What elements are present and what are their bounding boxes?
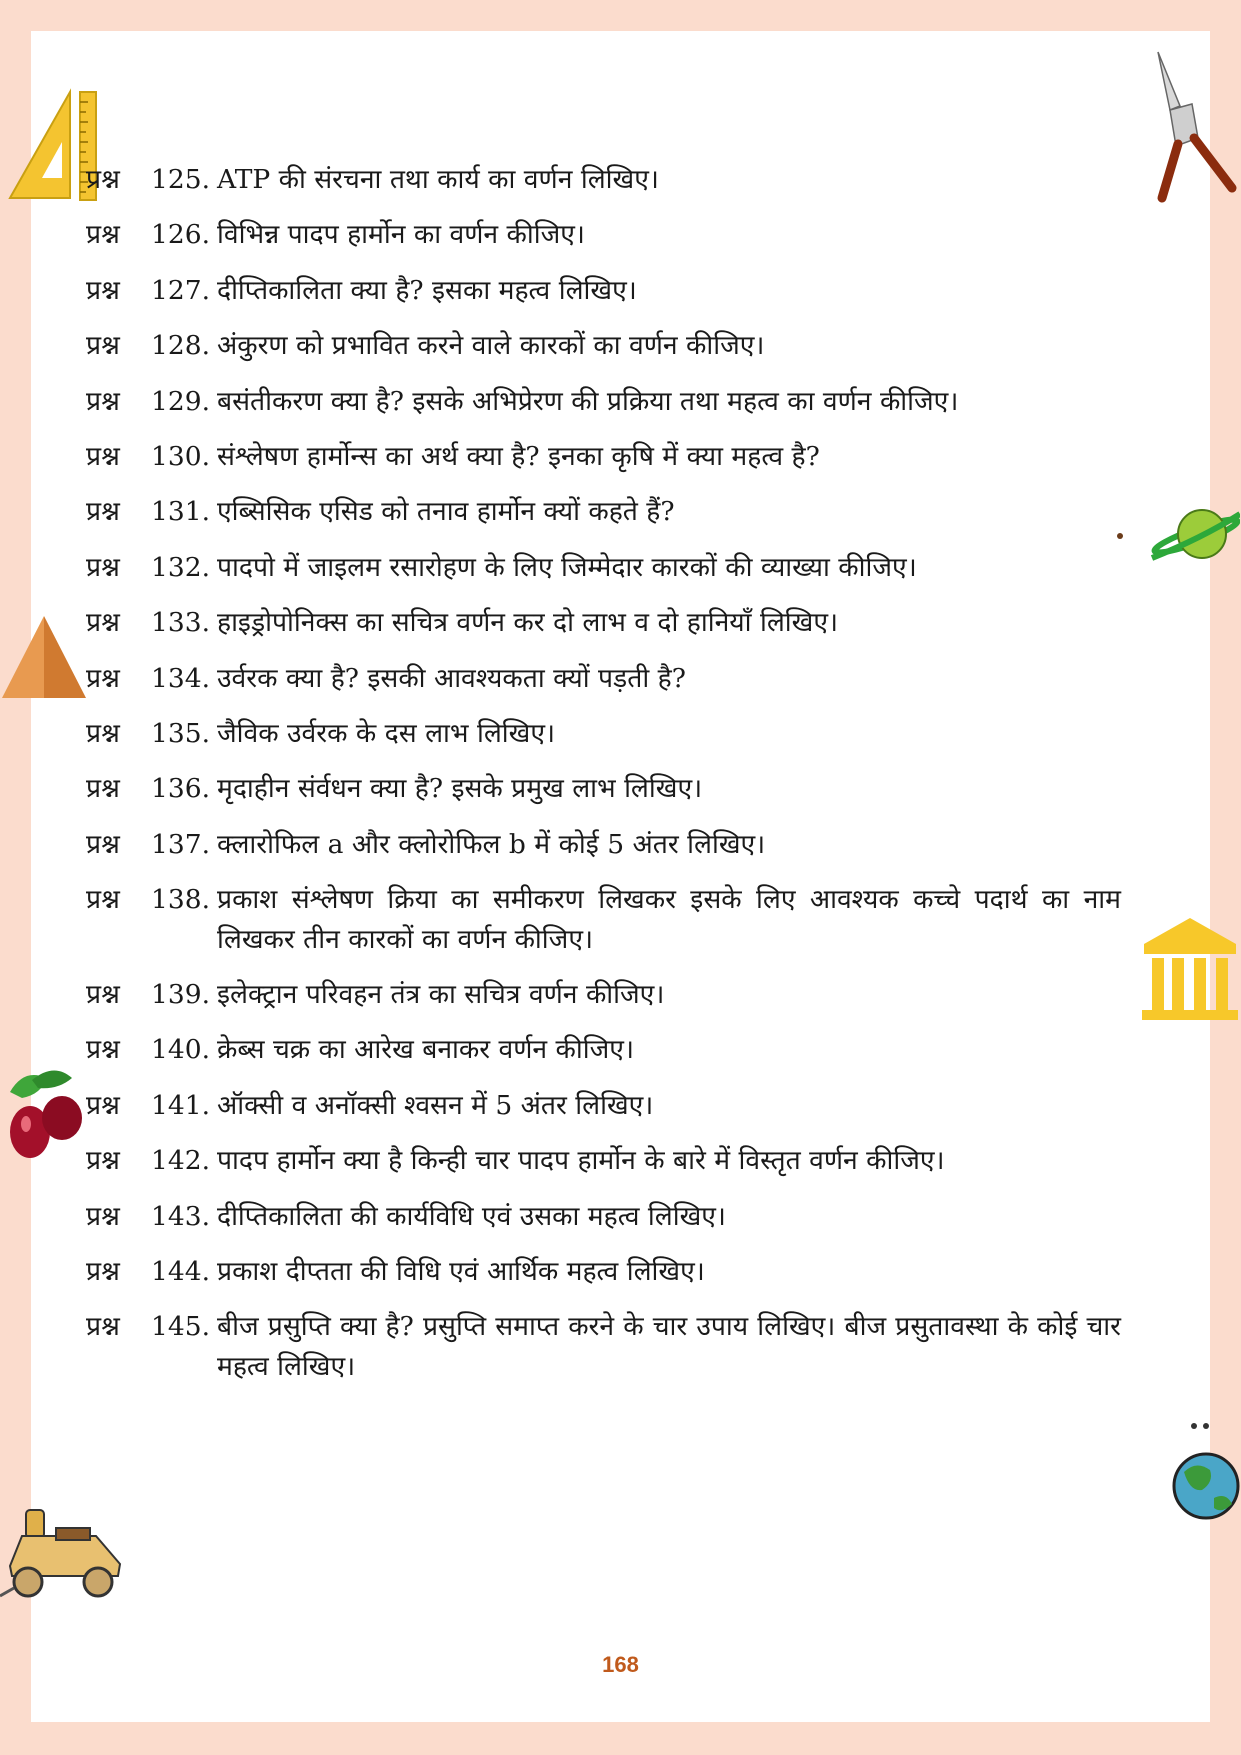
question-number: 141.	[151, 1089, 211, 1121]
question-item	[86, 271, 1121, 326]
vintage-car-icon	[0, 1504, 128, 1600]
question-prefix: प्रश्न	[86, 662, 120, 694]
question-text: पादपो में जाइलम रसारोहण के लिए जिम्मेदार कारकों की व्याख्या कीजिए।	[217, 551, 917, 583]
pyramid-icon	[0, 612, 88, 702]
question-prefix: प्रश्न	[86, 440, 120, 472]
question-list	[86, 160, 1121, 1402]
question-item	[86, 160, 1121, 215]
question-text: हाइड्रोपोनिक्स का सचित्र वर्णन कर दो लाभ व दो हानियाँ लिखिए।	[217, 607, 839, 639]
question-text: एब्सिसिक एसिड को तनाव हार्मोन क्यों कहते हैं?	[217, 496, 675, 528]
pruning-shears-icon	[1148, 48, 1240, 204]
question-text: अंकुरण को प्रभावित करने वाले कारकों का वर्णन कीजिए।	[217, 330, 765, 362]
question-prefix: प्रश्न	[86, 1311, 120, 1343]
question-prefix: प्रश्न	[86, 385, 120, 417]
question-number: 132.	[151, 551, 211, 583]
question-number: 138.	[151, 884, 211, 916]
question-text: क्लारोफिल a और क्लोरोफिल b में कोई 5 अंतर लिखिए।	[217, 828, 766, 860]
question-item	[86, 769, 1121, 824]
question-prefix: प्रश्न	[86, 1200, 120, 1232]
question-text: बीज प्रसुप्ति क्या है? प्रसुप्ति समाप्त करने के चार उपाय लिखिए। बीज प्रसुतावस्था के कोई चार महत्व लिखिए।	[217, 1311, 1121, 1383]
question-item	[86, 659, 1121, 714]
question-text: बसंतीकरण क्या है? इसके अभिप्रेरण की प्रक्रिया तथा महत्व का वर्णन कीजिए।	[217, 385, 959, 417]
question-item	[86, 1030, 1121, 1085]
question-prefix: प्रश्न	[86, 884, 120, 916]
question-item	[86, 880, 1121, 975]
greek-temple-icon	[1140, 914, 1241, 1024]
question-number: 136.	[151, 773, 211, 805]
question-prefix: प्रश्न	[86, 773, 120, 805]
question-text: जैविक उर्वरक के दस लाभ लिखिए।	[217, 717, 556, 749]
question-number: 134.	[151, 662, 211, 694]
question-number: 142.	[151, 1145, 211, 1177]
question-text: क्रेब्स चक्र का आरेख बनाकर वर्णन कीजिए।	[217, 1034, 634, 1066]
question-item	[86, 1086, 1121, 1141]
question-number: 139.	[151, 979, 211, 1011]
question-number: 140.	[151, 1034, 211, 1066]
saturn-planet-icon	[1112, 500, 1240, 570]
question-number: 127.	[151, 274, 211, 306]
question-number: 135.	[151, 717, 211, 749]
question-prefix: प्रश्न	[86, 1145, 120, 1177]
question-item	[86, 492, 1121, 547]
question-number: 125.	[151, 164, 211, 195]
question-item	[86, 603, 1121, 658]
question-item	[86, 825, 1121, 880]
question-text: दीप्तिकालिता क्या है? इसका महत्व लिखिए।	[217, 274, 637, 306]
question-prefix: प्रश्न	[86, 1256, 120, 1288]
page-number: 168	[602, 1652, 639, 1677]
question-prefix: प्रश्न	[86, 551, 120, 583]
question-item	[86, 382, 1121, 437]
question-text: मृदाहीन संर्वधन क्या है? इसके प्रमुख लाभ लिखिए।	[217, 773, 703, 805]
question-text: दीप्तिकालिता की कार्यविधि एवं उसका महत्व लिखिए।	[217, 1200, 726, 1232]
question-number: 129.	[151, 385, 211, 417]
question-item	[86, 326, 1121, 381]
question-prefix: प्रश्न	[86, 1089, 120, 1121]
question-number: 131.	[151, 496, 211, 528]
question-text: ऑक्सी व अनॉक्सी श्वसन में 5 अंतर लिखिए।	[217, 1089, 654, 1121]
question-item	[86, 548, 1121, 603]
question-prefix: प्रश्न	[86, 717, 120, 749]
question-text: प्रकाश दीप्तता की विधि एवं आर्थिक महत्व लिखिए।	[217, 1256, 705, 1288]
question-prefix: प्रश्न	[86, 219, 120, 251]
question-text: ATP की संरचना तथा कार्य का वर्णन लिखिए।	[217, 164, 659, 195]
question-text: इलेक्ट्रान परिवहन तंत्र का सचित्र वर्णन कीजिए।	[217, 979, 665, 1011]
question-item	[86, 1252, 1121, 1307]
question-prefix: प्रश्न	[86, 607, 120, 639]
question-number: 128.	[151, 330, 211, 362]
question-prefix: प्रश्न	[86, 828, 120, 860]
question-number: 126.	[151, 219, 211, 251]
question-number: 133.	[151, 607, 211, 639]
question-item	[86, 1307, 1121, 1402]
question-item	[86, 1197, 1121, 1252]
question-item	[86, 1141, 1121, 1196]
question-prefix: प्रश्न	[86, 979, 120, 1011]
question-number: 145.	[151, 1311, 211, 1343]
question-prefix: प्रश्न	[86, 1034, 120, 1066]
question-item	[86, 714, 1121, 769]
question-prefix: प्रश्न	[86, 164, 120, 195]
question-number: 144.	[151, 1256, 211, 1288]
question-item	[86, 975, 1121, 1030]
question-number: 143.	[151, 1200, 211, 1232]
question-text: पादप हार्मोन क्या है किन्ही चार पादप हार्मोन के बारे में विस्तृत वर्णन कीजिए।	[217, 1145, 945, 1177]
question-prefix: प्रश्न	[86, 496, 120, 528]
question-text: विभिन्न पादप हार्मोन का वर्णन कीजिए।	[217, 219, 585, 251]
question-item	[86, 437, 1121, 492]
question-text: उर्वरक क्या है? इसकी आवश्यकता क्यों पड़ती है?	[217, 662, 686, 694]
kidney-beans-icon	[2, 1058, 92, 1164]
question-item	[86, 215, 1121, 270]
question-text: प्रकाश संश्लेषण क्रिया का समीकरण लिखकर इसके लिए आवश्यक कच्चे पदार्थ का नाम लिखकर तीन कारकों का वर्णन कीजिए।	[217, 884, 1121, 956]
question-number: 130.	[151, 440, 211, 472]
globe-icon	[1170, 1420, 1241, 1520]
question-prefix: प्रश्न	[86, 274, 120, 306]
question-text: संश्लेषण हार्मोन्स का अर्थ क्या है? इनका कृषि में क्या महत्व है?	[217, 440, 820, 472]
question-number: 137.	[151, 828, 211, 860]
question-prefix: प्रश्न	[86, 330, 120, 362]
